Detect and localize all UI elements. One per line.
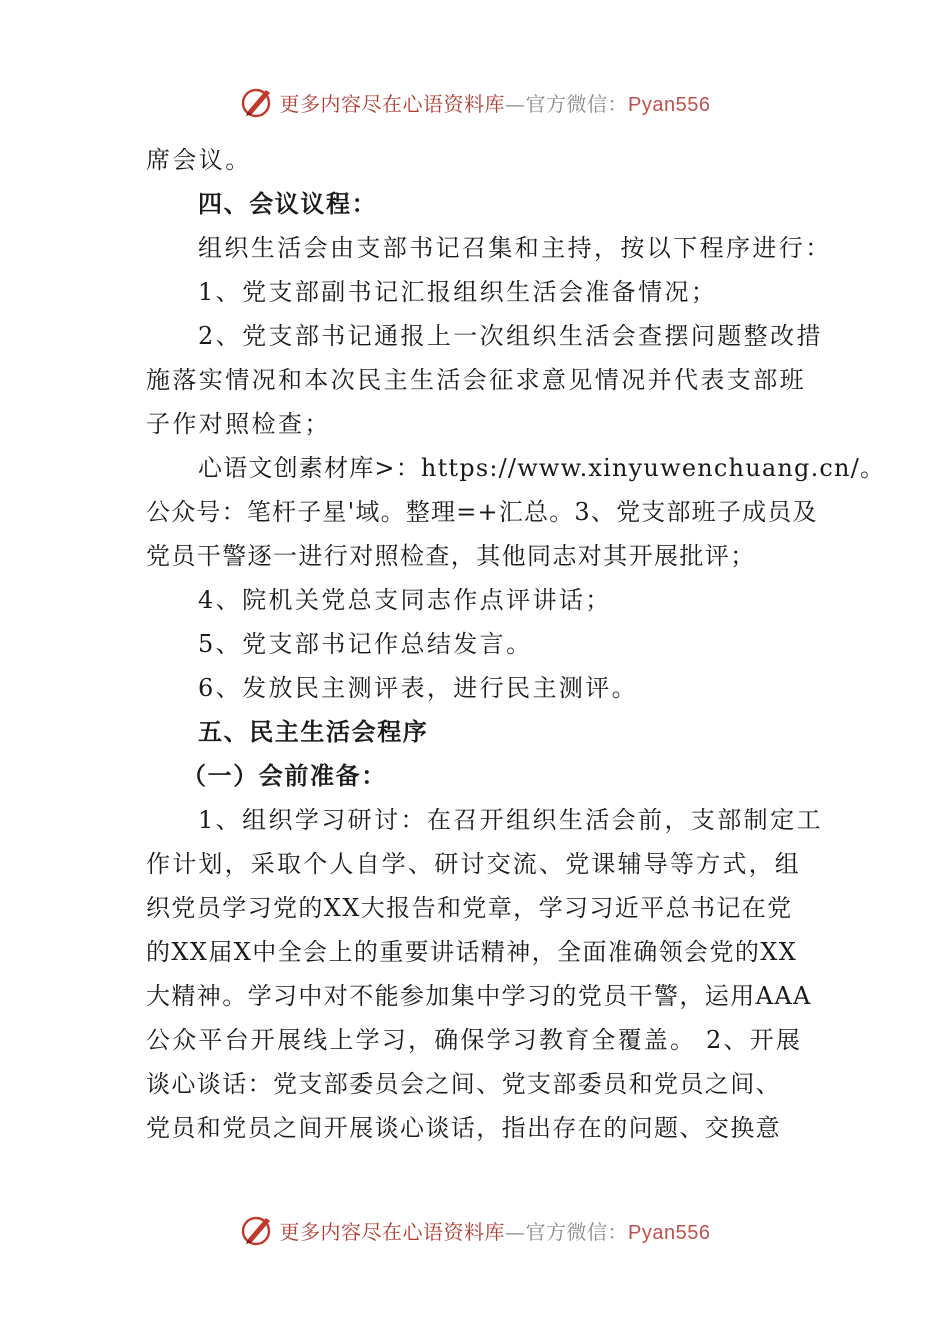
text-line: 党员干警逐一进行对照检查，其他同志对其开展批评； (146, 542, 756, 570)
watermark-text: 更多内容尽在心语资料库—官方微信：Pyan556 (279, 91, 711, 116)
text-line: 的XX届X中全会上的重要讲话精神，全面准确领会党的XX (146, 938, 798, 966)
subsection-heading: （一）会前准备： (182, 761, 387, 790)
text-line: 公众平台开展线上学习，确保学习教育全覆盖。 2、开展 (146, 1026, 803, 1054)
watermark-footer (0, 1210, 950, 1250)
text-line: 谈心谈话：党支部委员会之间、党支部委员和党员之间、 (146, 1070, 781, 1098)
list-item: 1、党支部副书记汇报组织生活会准备情况； (198, 278, 718, 306)
watermark-header (0, 82, 950, 122)
list-item: 4、院机关党总支同志作点评讲话； (198, 586, 612, 614)
text-line: 党员和党员之间开展谈心谈话，指出存在的问题、交换意 (146, 1114, 781, 1142)
url-line: 心语文创素材库>：https://www.xinyuwenchuang.cn/。 (198, 454, 886, 482)
text-line: 公众号：笔杆子星'域。整理=+汇总。3、党支部班子成员及 (146, 498, 818, 526)
text-line: 组织生活会由支部书记召集和主持，按以下程序进行： (198, 234, 832, 262)
document-body (146, 138, 886, 1150)
text-line: 施落实情况和本次民主生活会征求意见情况并代表支部班 (146, 366, 806, 394)
pen-logo-icon (240, 1212, 276, 1248)
list-item: 6、发放民主测评表，进行民主测评。 (198, 674, 639, 702)
list-item: 1、组织学习研讨：在召开组织生活会前，支部制定工 (198, 806, 823, 834)
pen-logo-icon (240, 84, 276, 120)
text-line: 大精神。学习中对不能参加集中学习的党员干警，运用AAA (146, 982, 812, 1010)
list-item: 2、党支部书记通报上一次组织生活会查摆问题整改措 (198, 322, 823, 350)
text-line: 席会议。 (146, 146, 252, 174)
section-heading: 五、民主生活会程序 (198, 717, 429, 746)
text-line: 子作对照检查； (146, 410, 331, 438)
text-line: 织党员学习党的XX大报告和党章，学习习近平总书记在党 (146, 894, 793, 922)
text-line: 作计划，采取个人自学、研讨交流、党课辅导等方式，组 (146, 850, 801, 878)
section-heading: 四、会议议程： (198, 189, 378, 218)
list-item: 5、党支部书记作总结发言。 (198, 630, 533, 658)
watermark-text: 更多内容尽在心语资料库—官方微信：Pyan556 (279, 1219, 711, 1244)
